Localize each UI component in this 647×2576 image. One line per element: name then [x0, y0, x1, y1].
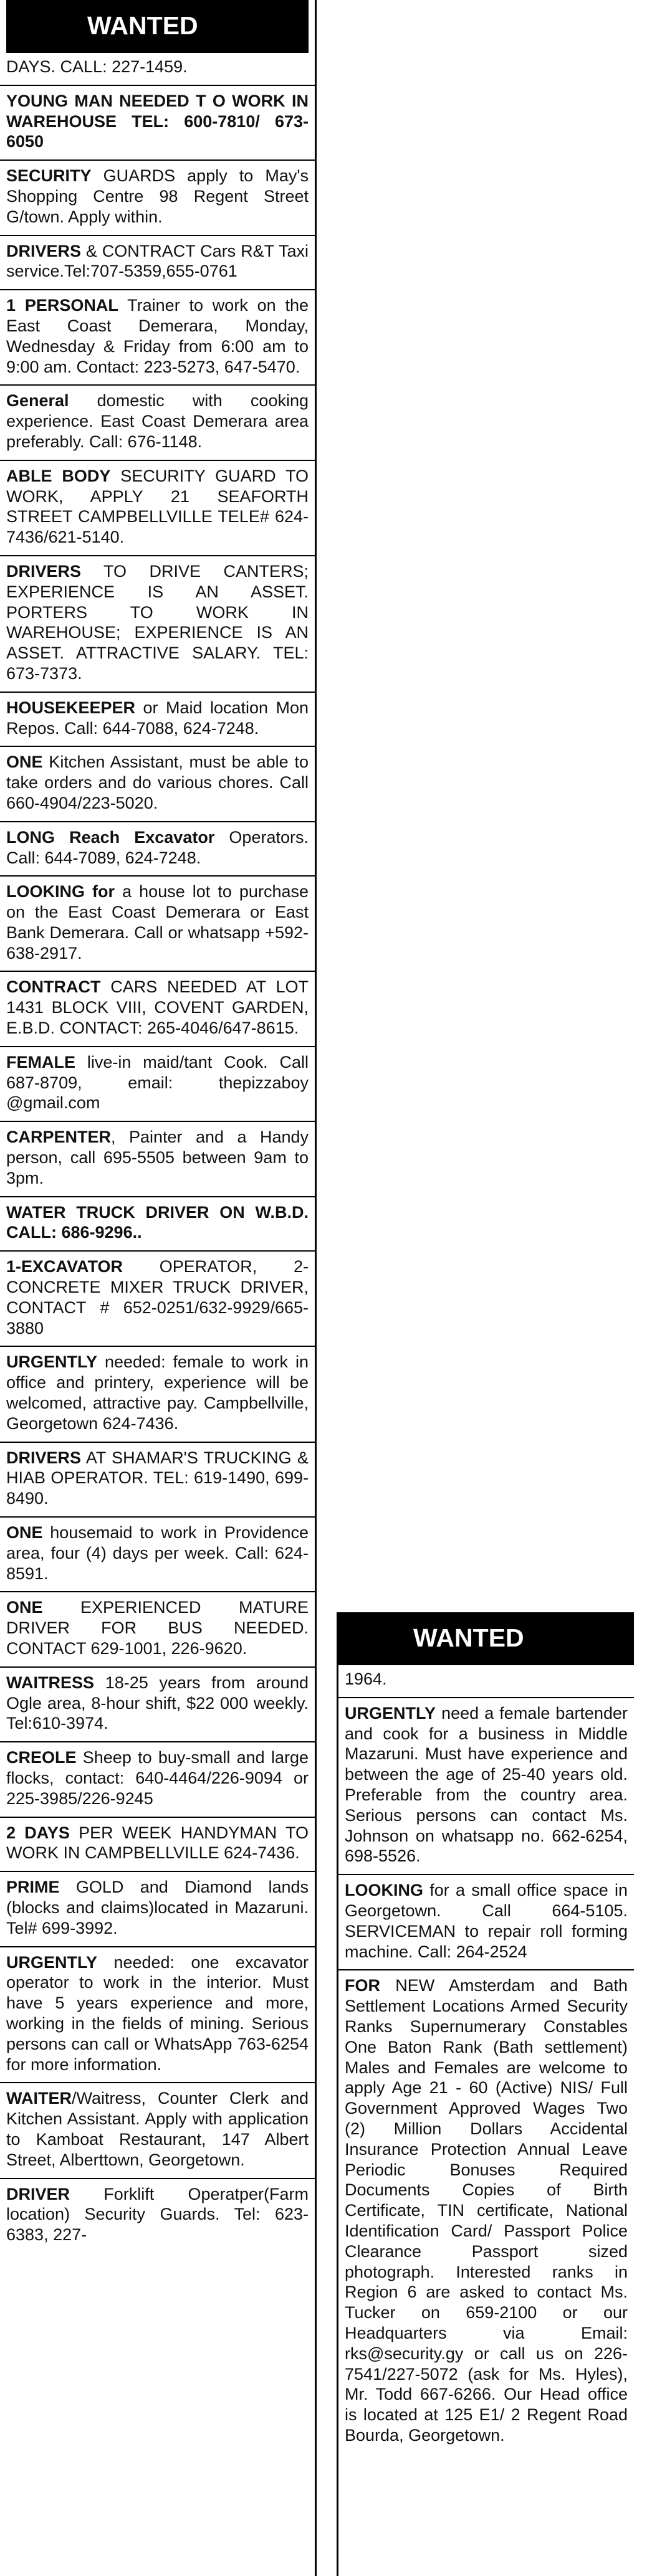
ad-body-text: for a small office space in Georgetown. Call 664-5105. SERVICEMAN to repair roll forming machine. Call: 264-2524: [345, 1881, 628, 1961]
ad-body-text: & CONTRACT Cars R&T Taxi service.Tel:707-5359,655-0761: [6, 241, 309, 281]
classified-ad: [0, 1127, 315, 1197]
ad-lead-word: ONE: [6, 1523, 43, 1542]
ad-lead-word: FEMALE: [6, 1052, 75, 1072]
classifieds-column-right: [337, 1612, 634, 2576]
ad-lead-word: WAITRESS: [6, 1673, 95, 1692]
ad-body-text: or Maid location Mon Repos. Call: 644-7088, 624-7248.: [6, 698, 309, 738]
classified-ad: [0, 1202, 315, 1252]
ad-body-text: Kitchen Assistant, must be able to take orders and do various chores. Call 660-4904/223-5020.: [6, 753, 309, 812]
ad-lead-word: LONG Reach Excavator: [6, 827, 215, 847]
classified-ad: [0, 295, 315, 386]
ad-body-text: Forklift Operatper(Farm location) Security Guards. Tel: 623-6383, 227-: [6, 2184, 309, 2245]
classified-ad: [0, 91, 315, 161]
classified-ad: [338, 1703, 634, 1875]
ad-body-text: 18-25 years from around Ogle area, 8-hour shift, $22 000 weekly. Tel:610-3974.: [6, 1673, 309, 1733]
ads-list: [0, 57, 315, 2253]
ad-body-text: needed: female to work in office and printery, experience will be welcomed, attractive pay. Campbellville, Georgetown 624-7436.: [6, 1352, 309, 1433]
ad-body-text: a house lot to purchase on the East Coast Demerara or East Bank Demerara. Call or whatsapp +592-638-2917.: [6, 882, 309, 962]
ad-lead-word: CARPENTER: [6, 1128, 112, 1147]
classified-ad: [0, 1747, 315, 1817]
ad-lead-word: SECURITY: [6, 166, 92, 186]
classified-ad: [0, 1952, 315, 2084]
ad-lead-word: WAITER: [6, 2089, 72, 2108]
classified-ad: [0, 977, 315, 1047]
ad-lead-word: ONE: [6, 1598, 43, 1617]
ad-body-text: EXPERIENCED MATURE DRIVER FOR BUS NEEDED. CONTACT 629-1001, 226-9620.: [6, 1598, 309, 1658]
ads-list: [338, 1669, 634, 2453]
ad-lead-word: LOOKING: [345, 1881, 423, 1900]
ad-lead-word: CREOLE: [6, 1748, 77, 1767]
classified-ad: [0, 1523, 315, 1592]
ad-body-text: need a female bartender and cook for a business in Middle Mazaruni. Must have experience and between the age of 25-40 years old. Preferable from the country area. Serious persons can contact Ms. Johnson on whatsapp no. 662-6254, 698-5526.: [345, 1703, 628, 1866]
classified-ad: [0, 391, 315, 460]
classified-ad: [0, 166, 315, 235]
ad-lead-word: ABLE BODY: [6, 466, 111, 485]
ad-body-text: GOLD and Diamond lands (blocks and claims)located in Mazaruni. Tel# 699-3992.: [6, 1878, 309, 1937]
ad-lead-word: WATER TRUCK DRIVER ON W.B.D. CALL: 686-9296..: [6, 1202, 309, 1242]
classified-ad: [0, 241, 315, 291]
ad-body-text: /Waitress, Counter Clerk and Kitchen Assistant. Apply with application to Kamboat Restaurant, 147 Albert Street, Alberttown, Georgetown.: [6, 2089, 309, 2169]
ad-lead-word: URGENTLY: [6, 1352, 98, 1372]
classified-ad: [0, 698, 315, 748]
classified-ad: [0, 827, 315, 877]
classified-ad: [0, 1597, 315, 1667]
classified-ad: [0, 2088, 315, 2179]
classified-ad: [0, 1257, 315, 1347]
classifieds-column-left: [0, 0, 317, 2576]
ad-body-text: CARS NEEDED AT LOT 1431 BLOCK VIII, COVENT GARDEN, E.B.D. CONTACT: 265-4046/647-8615.: [6, 977, 309, 1038]
ad-body-text: Trainer to work on the East Coast Demerara, Monday, Wednesday & Friday from 6:00 am to 9:00 am. Contact: 223-5273, 647-5470.: [6, 296, 309, 376]
classified-ad: [338, 1975, 634, 2453]
ad-body-text: 1964.: [345, 1670, 387, 1688]
ad-body-text: Operators. Call: 644-7089, 624-7248.: [6, 827, 309, 867]
ad-lead-word: 1 PERSONAL: [6, 296, 118, 315]
ad-lead-word: DRIVERS: [6, 241, 82, 260]
ad-lead-word: URGENTLY: [6, 1952, 98, 1972]
ad-lead-word: DRIVERS: [6, 1448, 82, 1467]
classified-ad: [0, 1352, 315, 1442]
classified-ad: [0, 752, 315, 822]
ad-body-text: live-in maid/tant Cook. Call 687-8709, email: thepizzaboy @gmail.com: [6, 1052, 309, 1113]
classified-ad: [338, 1880, 634, 1970]
ad-lead-word: FOR: [345, 1976, 380, 1995]
classified-ad: [0, 1877, 315, 1947]
ad-lead-word: 2 DAYS: [6, 1823, 70, 1842]
ad-lead-word: ONE: [6, 753, 43, 772]
ad-body-text: SECURITY GUARD TO WORK, APPLY 21 SEAFORTH STREET CAMPBELLVILLE TELE# 624-7436/621-5140.: [6, 466, 309, 547]
ad-body-text: TO DRIVE CANTERS; EXPERIENCE IS AN ASSET. PORTERS TO WORK IN WAREHOUSE; EXPERIENCE IS AN ASSET. ATTRACTIVE SALARY. TEL: 673-7373.: [6, 561, 309, 683]
ad-lead-word: YOUNG MAN NEEDED T O WORK IN WAREHOUSE TEL: 600-7810/ 673-6050: [6, 91, 309, 151]
ad-body-text: housemaid to work in Providence area, four (4) days per week. Call: 624-8591.: [6, 1523, 309, 1583]
ad-body-text: GUARDS apply to May's Shopping Centre 98 Regent Street G/town. Apply within.: [6, 166, 309, 226]
ad-lead-word: LOOKING for: [6, 882, 115, 901]
classified-ad: [0, 1673, 315, 1742]
section-header: WANTED: [338, 1612, 634, 1665]
classified-ad: [0, 1823, 315, 1873]
ad-body-text: AT SHAMAR'S TRUCKING & HIAB OPERATOR. TEL: 619-1490, 699-8490.: [6, 1448, 309, 1508]
ad-lead-word: DRIVER: [6, 2184, 70, 2203]
ad-lead-word: General: [6, 391, 69, 411]
ad-body-text: domestic with cooking experience. East Coast Demerara area preferably. Call: 676-1148.: [6, 391, 309, 451]
ad-body-text: Sheep to buy-small and large flocks, contact: 640-4464/226-9094 or 225-3985/226-9245: [6, 1748, 309, 1808]
classified-ad: [0, 882, 315, 972]
ad-body-text: NEW Amsterdam and Bath Settlement Locations Armed Security Ranks Supernumerary Constables One Baton Rank (Bath settlement) Males and Females are welcome to apply Age 21 - 60 (Active) NIS/ Full Government Approved Wages Two (2) Million Dollars Accidental Insurance Protection Annual Leave Periodic Bonuses Required Documents Copies of Birth Certificate, TIN certificate, National Identification Card/ Passport Police Clearance Passport sized photograph. Interested ranks in Region 6 are asked to contact Ms. Tucker on 659-2100 or our Headquarters via Email: rks@security.gy or call us on 226-7541/227-5072 (ask for Ms. Hyles), Mr. Todd 667-6266. Our Head office is located at 125 E1/ 2 Regent Road Bourda, Georgetown.: [345, 1976, 628, 2445]
ad-lead-word: PRIME: [6, 1878, 60, 1897]
classified-ad: [0, 1052, 315, 1122]
classified-ad: [0, 2184, 315, 2253]
section-header: WANTED: [6, 0, 309, 53]
classified-ad: [0, 466, 315, 556]
ad-body-text: OPERATOR, 2- CONCRETE MIXER TRUCK DRIVER, CONTACT # 652-0251/632-9929/665-3880: [6, 1257, 309, 1338]
ad-lead-word: 1-EXCAVATOR: [6, 1257, 123, 1276]
ad-lead-word: HOUSEKEEPER: [6, 698, 136, 717]
classified-ad: [0, 57, 315, 86]
ad-body-text: , Painter and a Handy person, call 695-5505 between 9am to 3pm.: [6, 1128, 309, 1187]
ad-lead-word: CONTRACT: [6, 977, 101, 997]
ad-body-text: DAYS. CALL: 227-1459.: [6, 57, 188, 76]
ad-body-text: PER WEEK HANDYMAN TO WORK IN CAMPBELLVILLE 624-7436.: [6, 1823, 309, 1863]
classified-ad: [0, 1448, 315, 1518]
classified-ad: [338, 1669, 634, 1698]
ad-body-text: needed: one excavator operator to work in the interior. Must have 5 years experience and more, working in the fields of mining. Serious persons can call or WhatsApp 763-6254 for more information.: [6, 1952, 309, 2074]
ad-lead-word: DRIVERS: [6, 561, 82, 581]
classified-ad: [0, 561, 315, 693]
ad-lead-word: URGENTLY: [345, 1703, 436, 1723]
